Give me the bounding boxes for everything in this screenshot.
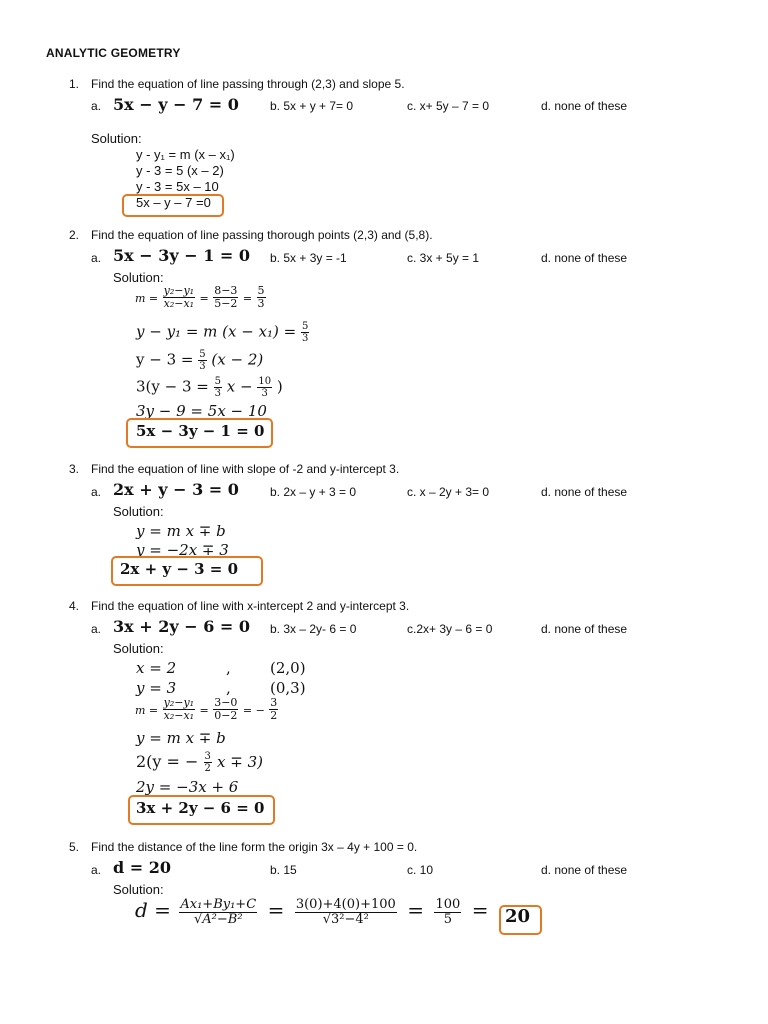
point: (2,0) bbox=[270, 659, 306, 677]
option-label: a. bbox=[91, 622, 102, 636]
fraction-numerator: 10 bbox=[258, 376, 272, 387]
fraction-numerator: 5 bbox=[257, 284, 265, 297]
equation-line bbox=[136, 349, 263, 372]
option-label: a. bbox=[91, 251, 102, 265]
fraction-denominator: x₂−x₁ bbox=[163, 709, 195, 723]
fraction-numerator: y₂−y₁ bbox=[163, 284, 195, 297]
answer-text: 5x – y – 7 =0 bbox=[136, 195, 211, 210]
fraction-denominator: 3 bbox=[257, 297, 265, 311]
fraction-denominator: 2 bbox=[204, 763, 211, 774]
answer-text: 5x − 3y − 1 = 0 bbox=[136, 422, 265, 440]
option-d: d. none of these bbox=[541, 485, 628, 499]
fraction-numerator: 3(0)+4(0)+100 bbox=[295, 897, 396, 912]
option-c: c. 3x + 5y = 1 bbox=[407, 251, 480, 265]
option-b: b. 2x – y + 3 = 0 bbox=[270, 485, 357, 499]
option-c: c. x – 2y + 3= 0 bbox=[407, 485, 490, 499]
slope-formula bbox=[135, 285, 266, 310]
option-c: c. x+ 5y – 7 = 0 bbox=[407, 99, 490, 113]
option-label: a. bbox=[91, 99, 102, 113]
fraction-numerator: 100 bbox=[435, 897, 461, 912]
option-a: 5x − 3y − 1 = 0 bbox=[113, 246, 251, 265]
fraction-denominator: 0−2 bbox=[214, 709, 238, 723]
slope-formula: m = $\frac{\text{y₂−y₁}}{\text{x₂−x₁}}$ = $\frac{3-0}{0-2}$ = − $\frac{3}{2}$ bbox=[135, 696, 278, 723]
fraction-denominator: 3 bbox=[302, 333, 309, 344]
option-label: a. bbox=[91, 863, 102, 877]
question-text: Find the equation of line passing through (2,3) and slope 5. bbox=[91, 77, 405, 91]
option-c: c. 10 bbox=[407, 863, 434, 877]
option-a: 5x − y − 7 = 0 bbox=[113, 95, 239, 114]
fraction-numerator: 3−0 bbox=[214, 696, 238, 709]
fraction-denominator: √A²−B² bbox=[193, 912, 243, 928]
answer-text: 20 bbox=[505, 906, 531, 927]
option-a: d = 20 bbox=[113, 858, 171, 877]
question-number: 4. bbox=[69, 599, 80, 613]
solution-step: y - 3 = 5x – 10 bbox=[136, 179, 219, 194]
equals: = bbox=[199, 291, 209, 305]
option-a: 2x + y − 3 = 0 bbox=[113, 480, 239, 499]
equation-text: 2(y = − bbox=[136, 752, 199, 771]
equation-text: (x − 2) bbox=[211, 350, 264, 369]
comma: , bbox=[226, 679, 231, 697]
solution-step: y - y₁ = m (x – x₁) bbox=[136, 147, 235, 162]
option-c: c.2x+ 3y – 6 = 0 bbox=[407, 622, 493, 636]
solution-label: Solution: bbox=[91, 131, 142, 146]
equation-line: y = m x ∓ b bbox=[136, 729, 226, 747]
equals: = bbox=[242, 291, 253, 305]
equation-text: x − bbox=[226, 377, 253, 396]
option-d: d. none of these bbox=[541, 251, 628, 265]
equation-text: 3(y − 3 = bbox=[136, 377, 209, 396]
solution-label: Solution: bbox=[113, 882, 164, 897]
fraction-numerator: 3 bbox=[270, 696, 278, 709]
question-text: Find the equation of line with slope of -2 and y-intercept 3. bbox=[91, 462, 400, 476]
fraction-numerator: 5 bbox=[199, 349, 206, 360]
solution-label: Solution: bbox=[113, 270, 164, 285]
distance-formula: d = $\frac{\text{Ax₁+By₁+C}}{\text{√A²−B²}}$ = $\frac{3(0)+4(0)+100}{\text{√3²−4²}}$ = $\frac{100}{5}$ = bbox=[135, 897, 489, 928]
fraction-denominator: √3²−4² bbox=[322, 912, 369, 928]
d-label: d = bbox=[135, 898, 171, 923]
option-a: 3x + 2y − 6 = 0 bbox=[113, 617, 251, 636]
answer-text: 3x + 2y − 6 = 0 bbox=[136, 799, 265, 817]
equation-line: 3y − 9 = 5x − 10 bbox=[136, 402, 267, 420]
equation-line: x = 2 bbox=[136, 659, 177, 677]
fraction-numerator: 5 bbox=[302, 321, 309, 332]
fraction-numerator: Ax₁+By₁+C bbox=[180, 897, 257, 912]
m-label: m = bbox=[135, 703, 159, 717]
equation-line: y = 3 bbox=[136, 679, 177, 697]
fraction-denominator: 3 bbox=[261, 388, 268, 399]
fraction-numerator: y₂−y₁ bbox=[163, 696, 195, 709]
option-d: d. none of these bbox=[541, 622, 628, 636]
option-b: b. 3x – 2y- 6 = 0 bbox=[270, 622, 357, 636]
question-number: 3. bbox=[69, 462, 80, 476]
equation-text: y − 3 = bbox=[136, 350, 194, 369]
answer-text: 2x + y − 3 = 0 bbox=[120, 560, 239, 578]
solution-step: y - 3 = 5 (x – 2) bbox=[136, 163, 224, 178]
solution-label: Solution: bbox=[113, 641, 164, 656]
question-number: 1. bbox=[69, 77, 80, 91]
question-number: 5. bbox=[69, 840, 80, 854]
equation-line: 2y = −3x + 6 bbox=[136, 778, 239, 796]
option-b: b. 5x + y + 7= 0 bbox=[270, 99, 354, 113]
equation-text: ) bbox=[276, 377, 283, 396]
equation-line: y = −2x ∓ 3 bbox=[136, 541, 229, 559]
fraction-denominator: 5−2 bbox=[214, 297, 238, 311]
point: (0,3) bbox=[270, 679, 306, 697]
option-b: b. 15 bbox=[270, 863, 297, 877]
equals-negative: = − bbox=[242, 703, 265, 717]
question-number: 2. bbox=[69, 228, 80, 242]
fraction-denominator: 3 bbox=[214, 388, 222, 399]
solution-label: Solution: bbox=[113, 504, 164, 519]
page-title: ANALYTIC GEOMETRY bbox=[46, 46, 181, 60]
equation-line: y = m x ∓ b bbox=[136, 522, 226, 540]
option-d: d. none of these bbox=[541, 99, 628, 113]
question-text: Find the equation of line passing thorough points (2,3) and (5,8). bbox=[91, 228, 433, 242]
m-label: m = bbox=[135, 291, 159, 305]
equation-line bbox=[136, 321, 309, 344]
question-text: Find the distance of the line form the origin 3x – 4y + 100 = 0. bbox=[91, 840, 418, 854]
option-label: a. bbox=[91, 485, 102, 499]
equation-line bbox=[136, 376, 283, 399]
fraction-denominator: 5 bbox=[443, 912, 453, 928]
equation-text: x ∓ 3) bbox=[217, 753, 263, 771]
fraction-denominator: 2 bbox=[270, 709, 278, 723]
fraction-numerator: 5 bbox=[214, 376, 222, 387]
fraction-denominator: x₂−x₁ bbox=[163, 297, 195, 311]
comma: , bbox=[226, 659, 231, 677]
equation-text: y − y₁ = m (x − x₁) = bbox=[136, 322, 297, 341]
equation-line bbox=[136, 751, 263, 774]
question-text: Find the equation of line with x-intercept 2 and y-intercept 3. bbox=[91, 599, 410, 613]
fraction-numerator: 3 bbox=[204, 751, 211, 762]
option-b: b. 5x + 3y = -1 bbox=[270, 251, 347, 265]
fraction-denominator: 3 bbox=[199, 361, 206, 372]
fraction-numerator: 8−3 bbox=[214, 284, 238, 297]
option-d: d. none of these bbox=[541, 863, 628, 877]
